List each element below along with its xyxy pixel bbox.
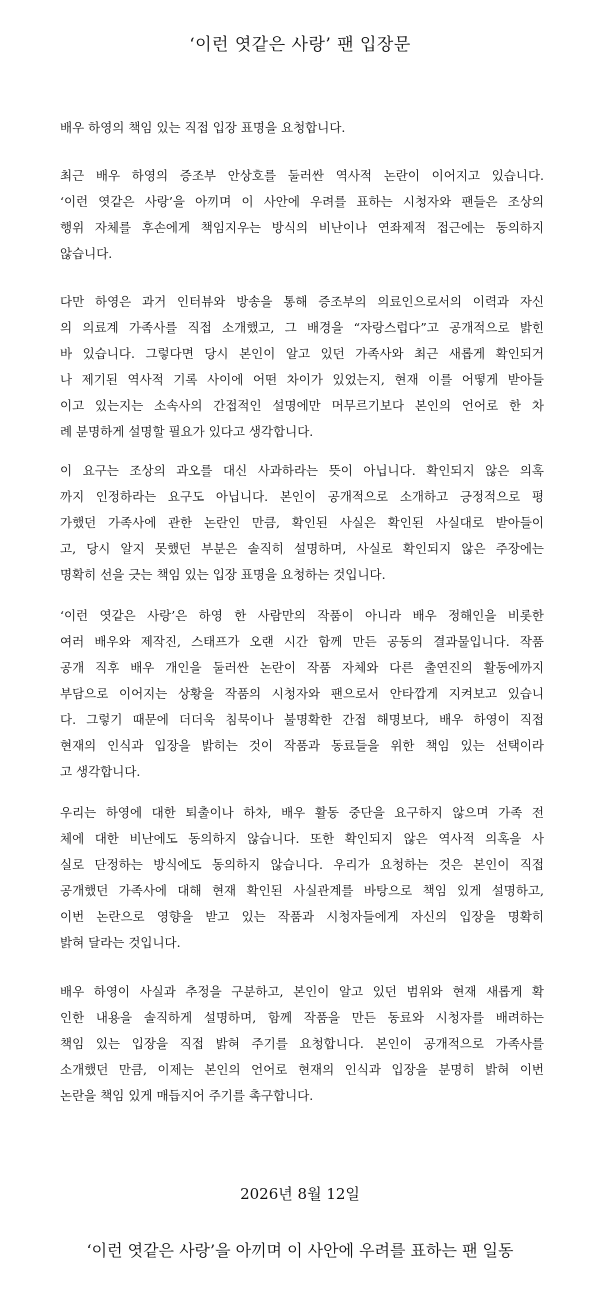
paragraph-line: 가했던 가족사에 관한 논란인 만큼, 확인된 사실은 확인된 사실대로 받아들이 bbox=[60, 515, 544, 530]
paragraph-line: 다. 그렇기 때문에 더더욱 침묵이나 불명확한 간접 해명보다, 배우 하영이 직접 bbox=[60, 712, 544, 727]
paragraph-conclusion bbox=[60, 979, 544, 1109]
paragraph-line: 이고 있는지는 소속사의 간접적인 설명에만 머무르기보다 본인의 언어로 한 차 bbox=[60, 398, 544, 413]
paragraph-line: 여러 배우와 제작진, 스태프가 오랜 시간 함께 만든 공동의 결과물입니다. 작품 bbox=[60, 634, 544, 649]
paragraph-line: 현재의 인식과 입장을 밝히는 것이 작품과 동료들을 위한 책임 있는 선택이라 bbox=[60, 738, 544, 753]
paragraph-line: 밝혀 달라는 것입니다. bbox=[60, 935, 181, 950]
paragraph-line: 소개했던 만큼, 이제는 본인의 언어로 현재의 인식과 입장을 분명히 밝혀 이번 bbox=[60, 1062, 544, 1077]
paragraph-line: ‘이런 엿같은 사랑’은 하영 한 사람만의 작품이 아니라 배우 정해인을 비롯한 bbox=[60, 608, 544, 623]
paragraph-line: 고 생각합니다. bbox=[60, 764, 141, 779]
paragraph-position bbox=[60, 800, 544, 956]
paragraph-line: 책임 있는 입장을 직접 밝혀 주기를 요청합니다. 본인이 공개적으로 가족사를 bbox=[60, 1036, 544, 1051]
paragraph-line: 부담으로 이어지는 상황을 작품의 시청자와 팬으로서 안타깝게 지켜보고 있습니 bbox=[60, 686, 544, 701]
document-signature: ‘이런 엿같은 사랑’을 아끼며 이 사안에 우려를 표하는 팬 일동 bbox=[86, 1241, 514, 1260]
paragraph-request-clarification bbox=[60, 458, 544, 588]
paragraph-line: 논란을 책임 있게 매듭지어 주기를 촉구합니다. bbox=[60, 1088, 314, 1103]
paragraph-line: ‘이런 엿같은 사랑’을 아끼며 이 사안에 우려를 표하는 시청자와 팬들은 조상의 bbox=[60, 194, 544, 209]
paragraph-line: 까지 인정하라는 요구도 아닙니다. 본인이 공개적으로 소개하고 긍정적으로 평 bbox=[60, 489, 544, 504]
paragraph-line: 이 요구는 조상의 과오를 대신 사과하라는 뜻이 아닙니다. 확인되지 않은 의혹 bbox=[60, 463, 544, 478]
paragraph-line: 명확히 선을 긋는 책임 있는 입장 표명을 요청하는 것입니다. bbox=[60, 567, 386, 582]
paragraph-background bbox=[60, 163, 544, 267]
paragraph-line: 공개했던 가족사에 대해 현재 확인된 사실관계를 바탕으로 책임 있게 설명하고, bbox=[60, 883, 544, 898]
paragraph-line: 나 제기된 역사적 기록 사이에 어떤 차이가 있었는지, 현재 이를 어떻게 받아들 bbox=[60, 372, 544, 387]
paragraph-intro bbox=[60, 115, 544, 141]
paragraph-family-history bbox=[60, 289, 544, 445]
paragraph-line: 이번 논란으로 영향을 받고 있는 작품과 시청자들에게 자신의 입장을 명확히 bbox=[60, 909, 544, 924]
paragraph-line: 의 의료계 가족사를 직접 소개했고, 그 배경을 “자랑스럽다”고 공개적으로 밝힌 bbox=[60, 320, 544, 335]
paragraph-line: 최근 배우 하영의 증조부 안상호를 둘러싼 역사적 논란이 이어지고 있습니다. bbox=[60, 168, 544, 183]
paragraph-line: 배우 하영이 사실과 추정을 구분하고, 본인이 알고 있던 범위와 현재 새롭게 확 bbox=[60, 984, 544, 999]
document-date: 2026년 8월 12일 bbox=[240, 1185, 360, 1203]
paragraph-line: 바 있습니다. 그렇다면 당시 본인이 알고 있던 가족사와 최근 새롭게 확인되거 bbox=[60, 346, 544, 361]
paragraph-line: 행위 자체를 후손에게 책임지우는 방식의 비난이나 연좌제적 접근에는 동의하지 bbox=[60, 220, 544, 235]
paragraph-line: 체에 대한 비난에도 동의하지 않습니다. 또한 확인되지 않은 역사적 의혹을 사 bbox=[60, 831, 544, 846]
paragraph-line: 실로 단정하는 방식에도 동의하지 않습니다. 우리가 요청하는 것은 본인이 직접 bbox=[60, 857, 544, 872]
paragraph-line: 우리는 하영에 대한 퇴출이나 하차, 배우 활동 중단을 요구하지 않으며 가족 전 bbox=[60, 805, 544, 820]
paragraph-line: 않습니다. bbox=[60, 246, 113, 261]
paragraph-line: 공개 직후 배우 개인을 둘러싼 논란이 작품 자체와 다른 출연진의 활동에까지 bbox=[60, 660, 544, 675]
paragraph-line: 례 분명하게 설명할 필요가 있다고 생각합니다. bbox=[60, 424, 314, 439]
paragraph-line: 고, 당시 알지 못했던 부분은 솔직히 설명하며, 사실로 확인되지 않은 주장에는 bbox=[60, 541, 544, 556]
paragraph-line: 다만 하영은 과거 인터뷰와 방송을 통해 증조부의 의료인으로서의 이력과 자신 bbox=[60, 294, 544, 309]
paragraph-line: 배우 하영의 책임 있는 직접 입장 표명을 요청합니다. bbox=[60, 120, 346, 135]
document-title: ‘이런 엿같은 사랑’ 팬 입장문 bbox=[189, 35, 411, 55]
paragraph-line: 인한 내용을 솔직하게 설명하며, 함께 작품을 만든 동료와 시청자를 배려하는 bbox=[60, 1010, 544, 1025]
paragraph-collective-work bbox=[60, 603, 544, 785]
